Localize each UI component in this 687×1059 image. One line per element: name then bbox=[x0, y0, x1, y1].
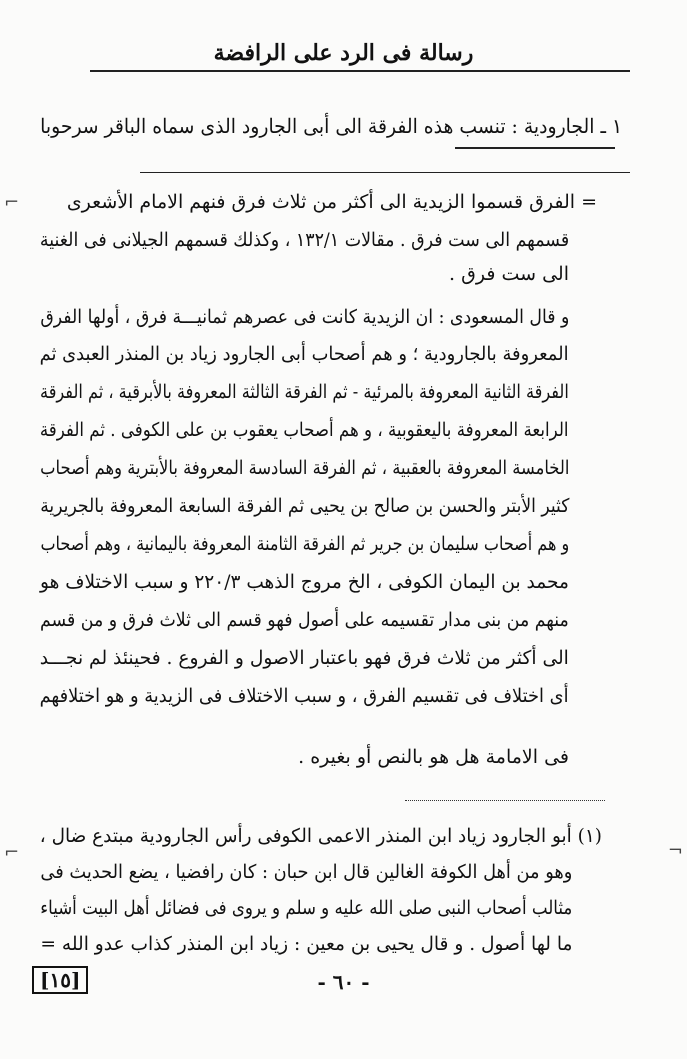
page-number: - ٦٠ - bbox=[317, 970, 370, 994]
note-line: الى ست فرق . bbox=[449, 263, 569, 285]
margin-bracket-mark: ¬ bbox=[667, 840, 683, 861]
section-divider bbox=[140, 172, 630, 173]
running-title: رسالة فى الرد على الرافضة bbox=[213, 40, 474, 66]
header-rule bbox=[90, 70, 630, 72]
entry-heading-rule bbox=[455, 147, 615, 149]
note-line: الخامسة المعروفة بالعقبية ، ثم الفرقة السادسة المعروفة بالأبترية وهم أصحاب bbox=[39, 457, 569, 479]
boxed-number: [١٥] bbox=[32, 966, 88, 994]
footnote-line: (١) أبو الجارود زياد ابن المنذر الاعمى الكوفى رأس الجارودية مبتدع ضال ، bbox=[39, 825, 602, 847]
note-line: الفرقة الثانية المعروفة بالمرئية - ثم الفرقة الثالثة المعروفة بالأبرقية ، ثم الفرقة bbox=[40, 381, 569, 403]
note-line: منهم من بنى مدار تقسيمه على أصول فهو قسم الى ثلاث فرق و من قسم bbox=[40, 609, 569, 631]
note-line: و قال المسعودى : ان الزيدية كانت فى عصرهم ثمانيـــة فرق ، أولها الفرق bbox=[39, 306, 569, 328]
note-line: فى الامامة هل هو بالنص أو بغيره . bbox=[298, 746, 569, 768]
margin-bracket-mark: ⌐ bbox=[4, 192, 20, 213]
footnote-line: مثالب أصحاب النبى صلى الله عليه و سلم و يروى فى فضائل أهل البيت أشياء bbox=[40, 897, 572, 919]
note-line: قسمهم الى ست فرق . مقالات ١٣٢/١ ، وكذلك قسمهم الجيلانى فى الغنية bbox=[39, 229, 569, 251]
note-line: المعروفة بالجارودية ؛ و هم أصحاب أبى الجارود زياد بن المنذر العبدى ثم bbox=[40, 343, 569, 365]
note-line: الرابعة المعروفة باليعقوبية ، و هم أصحاب يعقوب بن على الكوفى . ثم الفرقة bbox=[40, 419, 569, 441]
footnote-separator bbox=[405, 800, 605, 801]
note-line: كثير الأبتر والحسن بن صالح بن يحيى ثم الفرقة السابعة المعروفة بالجريرية bbox=[39, 495, 569, 517]
note-line: أى اختلاف فى تقسيم الفرق ، و سبب الاختلاف فى الزيدية و هو اختلافهم bbox=[40, 685, 569, 707]
note-line: محمد بن اليمان الكوفى ، الخ مروج الذهب ٢٢٠/٣ و سبب الاختلاف هو bbox=[40, 571, 569, 593]
note-line: = الفرق قسموا الزيدية الى أكثر من ثلاث فرق فنهم الامام الأشعرى bbox=[66, 191, 597, 213]
entry-heading: ١ ـ الجارودية : تنسب هذه الفرقة الى أبى الجارود الذى سماه الباقر سرحوبا bbox=[40, 114, 622, 138]
note-line: الى أكثر من ثلاث فرق فهو باعتبار الاصول و الفروع . فحينئذ لم نجـــد bbox=[39, 647, 569, 669]
footnote-line: ما لها أصول . و قال يحيى بن معين : زياد ابن المنذر كذاب عدو الله = bbox=[39, 933, 572, 955]
margin-bracket-mark: ⌐ bbox=[4, 842, 20, 863]
note-line: و هم أصحاب سليمان بن جرير ثم الفرقة الثامنة المعروفة باليمانية ، وهم أصحاب bbox=[40, 533, 569, 555]
footnote-line: وهو من أهل الكوفة الغالين قال ابن حبان : كان رافضيا ، يضع الحديث فى bbox=[39, 861, 572, 883]
